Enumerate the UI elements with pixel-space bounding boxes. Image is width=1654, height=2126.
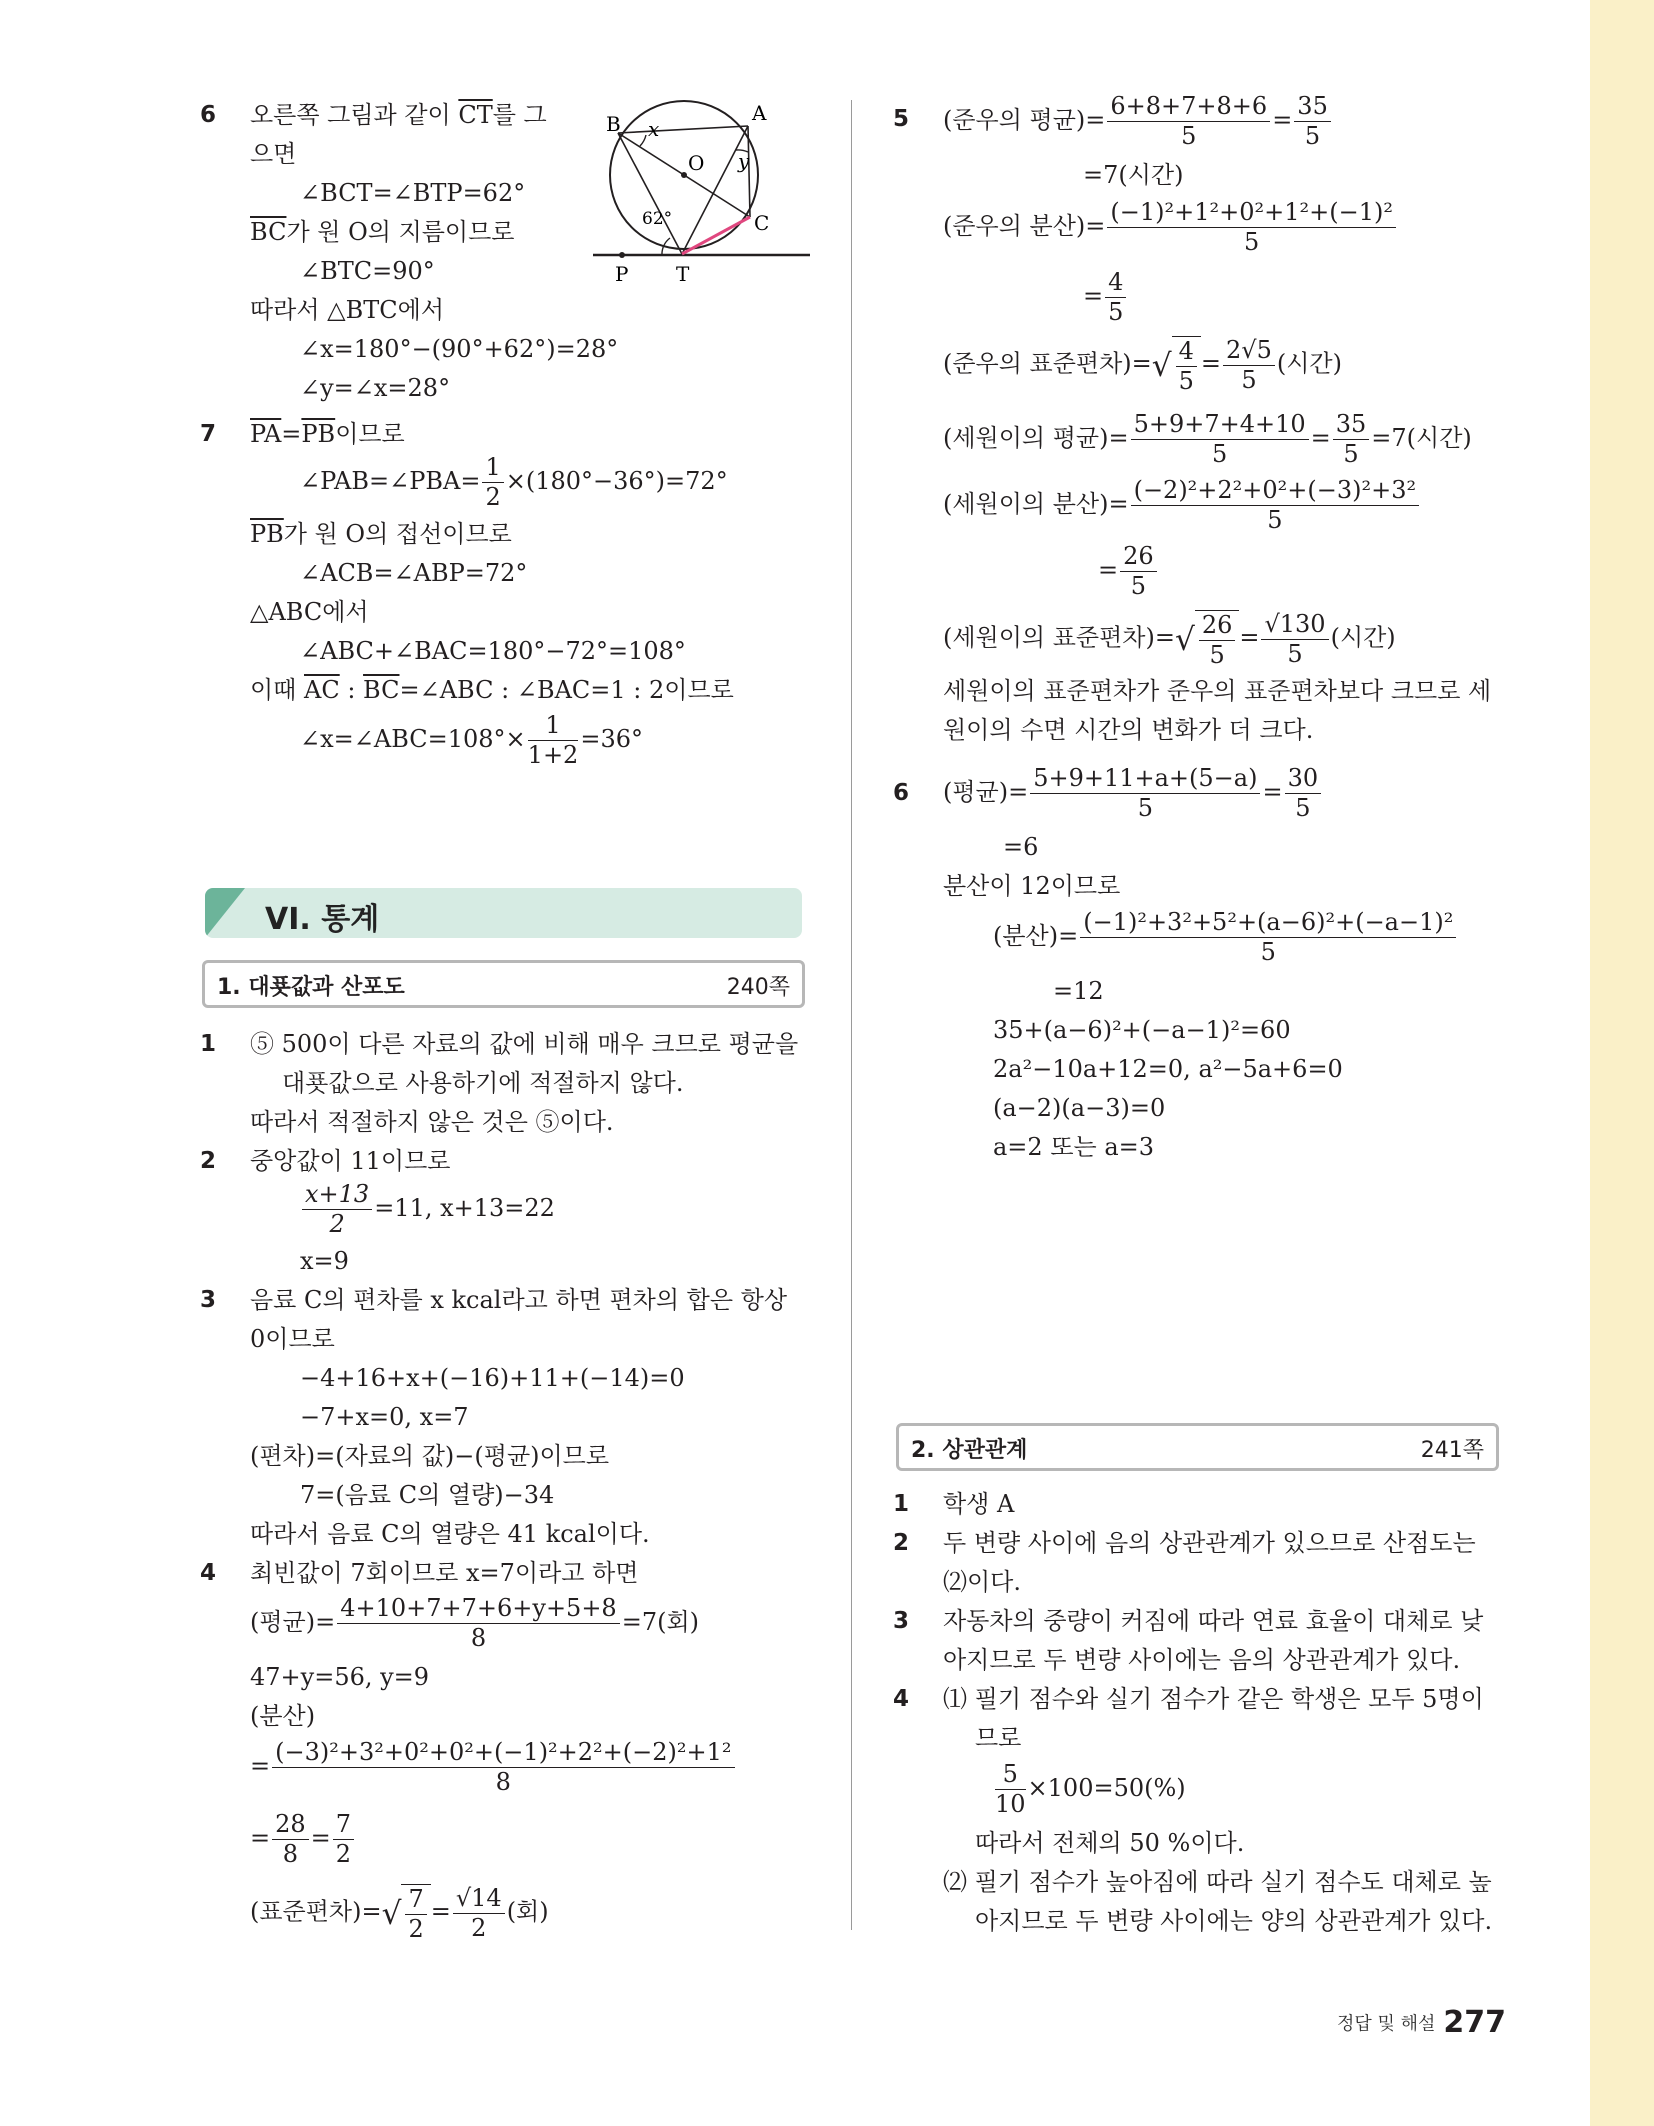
- answer-text: 따라서 음료 C의 열량은 41 kcal이다.: [250, 1520, 650, 1548]
- equation: (준우의 분산)= $\frac{\text{(−1)²+1²+0²+1²+(−1)²}}{5}$: [943, 200, 1398, 255]
- label-c: C: [754, 211, 770, 235]
- right-column: [893, 0, 1503, 1200]
- equation: ∠PAB=∠PBA= $\frac{1}{2}$ ×(180°−36°)=72°: [300, 453, 728, 512]
- equation: $\frac{x+13}{2}$ =11, x+13=22: [300, 1182, 555, 1237]
- answer-text: 아지므로 두 변량 사이에는 음의 상관관계가 있다.: [943, 1646, 1461, 1674]
- answer-text: 므로: [975, 1724, 1022, 1752]
- answer-text: 이때 $\overline{AC}$ : $\overline{BC}=\angle ABC$ : ∠BAC=1 : 2이므로: [250, 676, 734, 704]
- answer-text: 자동차의 중량이 커짐에 따라 연료 효율이 대체로 낮: [943, 1607, 1484, 1635]
- question-number: 2: [200, 1148, 217, 1174]
- subsection-title: 1. 대푯값과 산포도: [217, 975, 405, 1000]
- answer-text: 오른쪽 그림과 같이 $\overline{CT}$를 그: [250, 101, 547, 129]
- answer-text: 학생 A: [943, 1490, 1015, 1518]
- equation: (세원이의 표준편차)=√ $\frac{26}{5}$ = $\frac{√130}{5}$ (시간): [943, 609, 1396, 670]
- section-title-banner: [205, 888, 802, 938]
- answer-text: $\overline{PB}$가 원 O의 접선이므로: [250, 520, 512, 548]
- label-p: P: [615, 262, 629, 286]
- point-p: [619, 252, 625, 258]
- subsection-banner-1: [202, 960, 805, 1008]
- answer-7: [200, 415, 810, 785]
- answer-text: 따라서 적절하지 않은 것은 ⑤이다.: [250, 1108, 614, 1136]
- equation: 7=(음료 C의 열량)−34: [300, 1481, 555, 1509]
- equation: ∠ABC+∠BAC=180°−72°=108°: [300, 637, 686, 665]
- question-number: 6: [893, 780, 910, 806]
- answer-text: ⑴ 필기 점수와 실기 점수가 같은 학생은 모두 5명이: [943, 1685, 1484, 1713]
- label-62deg: 62°: [642, 209, 673, 229]
- correlation-answers: [893, 1485, 1503, 1935]
- answer-text: △ABC에서: [250, 598, 369, 626]
- equation: (표준편차)=√ $\frac{7}{2}$ = $\frac{√14}{2}$ (회): [250, 1883, 549, 1944]
- equation: 47+y=56, y=9: [250, 1663, 430, 1691]
- equation: a=2 또는 a=3: [993, 1133, 1155, 1161]
- subsection-page: 240쪽: [726, 975, 790, 1000]
- question-number: 1: [893, 1491, 910, 1517]
- banner-accent: [205, 888, 245, 938]
- equation: x=9: [300, 1247, 349, 1275]
- equation: ∠y=∠x=28°: [300, 374, 451, 402]
- equation: ∠ACB=∠ABP=72°: [300, 559, 528, 587]
- answer-text: 따라서 전체의 50 %이다.: [975, 1829, 1245, 1857]
- answer-text: 최빈값이 7회이므로 x=7이라고 하면: [250, 1559, 639, 1587]
- answer-text: (편차)=(자료의 값)−(평균)이므로: [250, 1442, 610, 1470]
- label-t: T: [676, 262, 690, 286]
- equation: 2a²−10a+12=0, a²−5a+6=0: [993, 1055, 1343, 1083]
- segment-ab: [618, 126, 748, 133]
- label-a: A: [752, 101, 767, 125]
- equation: = $\frac{4}{5}$: [1083, 270, 1128, 325]
- equation: = $\frac{26}{5}$: [1098, 544, 1159, 599]
- page-footer: [1337, 2005, 1506, 2040]
- section-title: VI. 통계: [265, 902, 380, 937]
- equation: =7(시간): [1083, 161, 1184, 189]
- equation: (세원이의 분산)= $\frac{\text{(−2)²+2²+0²+(−3)²+3²}}{5}$: [943, 478, 1421, 533]
- center-point: [681, 172, 687, 178]
- angle-arc-x: [640, 135, 646, 146]
- equation: ∠BCT=∠BTP=62°: [300, 179, 526, 207]
- question-number: 1: [200, 1031, 217, 1057]
- question-number: 3: [200, 1287, 217, 1313]
- answer-text: (분산): [250, 1702, 316, 1730]
- answer-text: ⑤ 500이 다른 자료의 값에 비해 매우 크므로 평균을: [250, 1030, 799, 1058]
- label-y: y: [738, 149, 750, 173]
- answer-text: 두 변량 사이에 음의 상관관계가 있으므로 산점도는: [943, 1529, 1476, 1557]
- column-divider: [851, 100, 852, 1930]
- question-number: 3: [893, 1608, 910, 1634]
- equation: (세원이의 평균)= $\frac{5+9+7+4+10}{5}$ = $\frac{35}{5}$ =7(시간): [943, 410, 1472, 469]
- question-number: 4: [893, 1686, 910, 1712]
- label-x: x: [648, 117, 660, 141]
- question-number: 5: [893, 106, 910, 132]
- equation: ∠BTC=90°: [300, 257, 435, 285]
- statistics-answers: [200, 1025, 810, 1944]
- side-color-band: [1590, 0, 1654, 2126]
- question-number: 2: [893, 1530, 910, 1556]
- subsection-banner-2: [896, 1423, 1499, 1471]
- answer-text: $\overline{PA}=\overline{PB}$이므로: [250, 420, 405, 448]
- equation: =12: [1053, 977, 1104, 1005]
- circle-tangent-figure: [588, 100, 813, 290]
- equation: $\frac{5}{10}$ ×100=50(%): [995, 1760, 1186, 1819]
- answer-text: 세원이의 표준편차가 준우의 표준편차보다 크므로 세: [943, 677, 1492, 705]
- answer-text: $\overline{BC}$가 원 O의 지름이므로: [250, 218, 515, 246]
- equation: (준우의 평균)= $\frac{6+8+7+8+6}{5}$ = $\frac{35}{5}$: [943, 94, 1333, 149]
- equation: =6: [1003, 833, 1039, 861]
- answer-text: 중앙값이 11이므로: [250, 1147, 451, 1175]
- segment-bt: [618, 133, 682, 254]
- equation: ∠x=180°−(90°+62°)=28°: [300, 335, 619, 363]
- answer-text: 대푯값으로 사용하기에 적절하지 않다.: [282, 1069, 684, 1097]
- label-o: O: [688, 151, 705, 175]
- subsection-title: 2. 상관관계: [911, 1438, 1028, 1463]
- equation: −7+x=0, x=7: [300, 1403, 469, 1431]
- answer-text: 0이므로: [250, 1325, 335, 1353]
- equation: (준우의 표준편차)=√ $\frac{4}{5}$ = $\frac{2√5}{5}$ (시간): [943, 335, 1342, 396]
- label-b: B: [606, 112, 621, 136]
- footer-label: 정답 및 해설: [1336, 2013, 1436, 2035]
- equation: 35+(a−6)²+(−a−1)²=60: [993, 1016, 1291, 1044]
- equation: (평균)= $\frac{4+10+7+7+6+y+5+8}{8}$ =7(회): [250, 1594, 699, 1653]
- answer-text: 따라서 △BTC에서: [250, 296, 445, 324]
- answer-text: ⑵ 필기 점수가 높아짐에 따라 실기 점수도 대체로 높: [943, 1868, 1492, 1896]
- equation: (분산)= $\frac{\text{(−1)²+3²+5²+(a−6)²+(−a−1)²}}{5}$: [993, 910, 1458, 965]
- answer-text: 분산이 12이므로: [943, 872, 1121, 900]
- equation: (평균)= $\frac{5+9+11+a+(5-a)}{5}$ = $\frac{30}{5}$: [943, 766, 1323, 821]
- equation: = $\frac{\text{(−3)²+3²+0²+0²+(−1)²+2²+(−2)²+1²}}{8}$: [250, 1740, 737, 1795]
- answer-text: 원이의 수면 시간의 변화가 더 크다.: [943, 716, 1314, 744]
- equation: ∠x=∠ABC=108°× $\frac{1}{1+2}$ =36°: [300, 711, 643, 770]
- equation: −4+16+x+(−16)+11+(−14)=0: [300, 1364, 685, 1392]
- equation: (a−2)(a−3)=0: [993, 1094, 1166, 1122]
- answer-text: 으면: [250, 140, 297, 168]
- answer-text: ⑵이다.: [943, 1568, 1021, 1596]
- equation: = $\frac{28}{8}$ = $\frac{7}{2}$: [250, 1812, 356, 1867]
- question-number: 4: [200, 1560, 217, 1586]
- page-number: 277: [1443, 2005, 1506, 2040]
- question-number: 6: [200, 102, 217, 128]
- answer-text: 음료 C의 편차를 x kcal라고 하면 편차의 합은 항상: [250, 1286, 788, 1314]
- subsection-page: 241쪽: [1420, 1438, 1484, 1463]
- answer-text: 아지므로 두 변량 사이에는 양의 상관관계가 있다.: [975, 1907, 1493, 1935]
- question-number: 7: [200, 421, 217, 447]
